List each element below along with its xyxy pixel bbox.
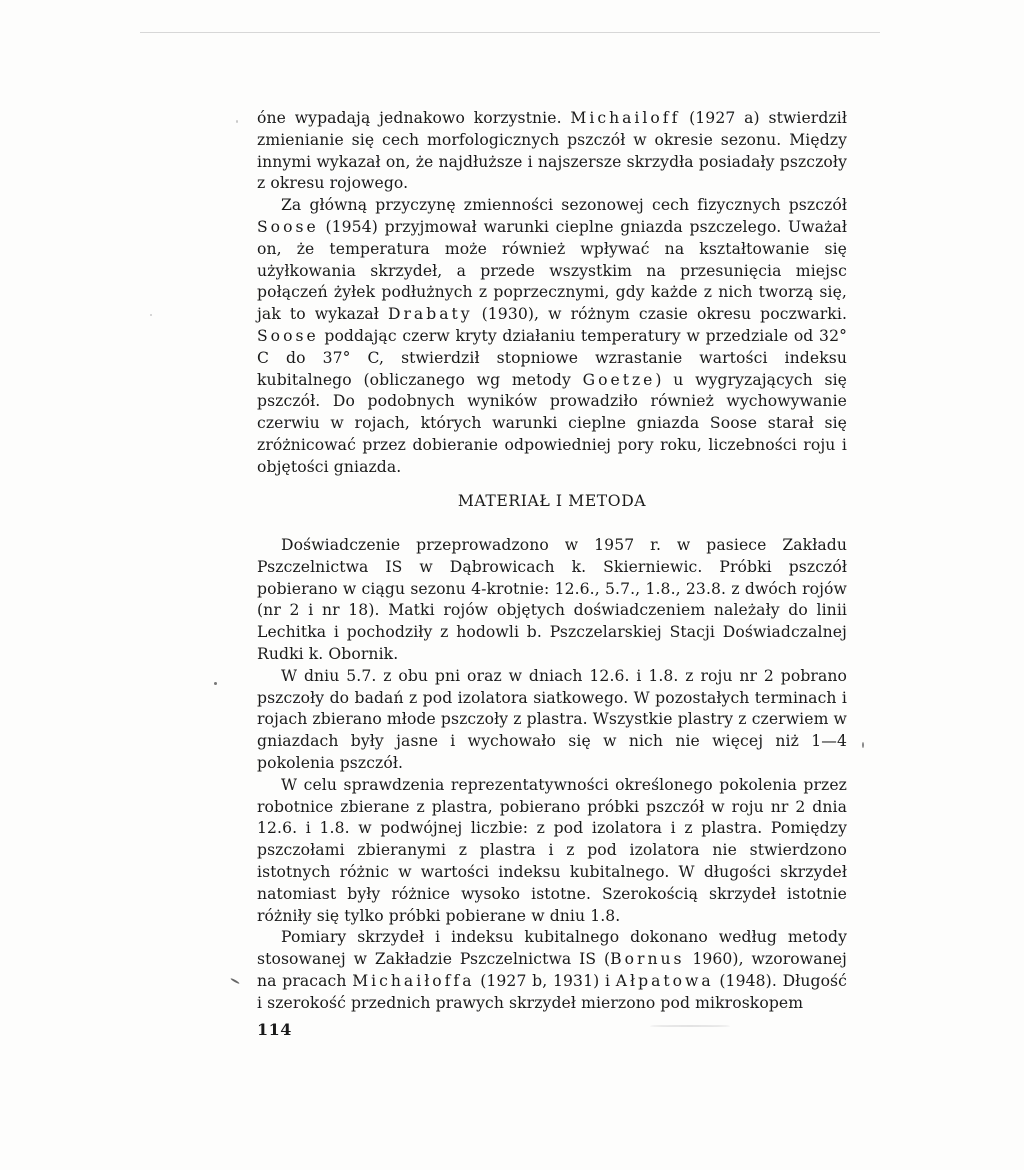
author-name: Goetze — [582, 370, 656, 389]
intro-paragraph-2 — [257, 195, 847, 478]
text-run: Pomiary skrzydeł i indeksu kubitalnego dokonano według metody stosowanej w Zakładzie Pszczelnictwa IS ( — [257, 928, 847, 969]
scan-speck — [236, 120, 238, 123]
scan-speck — [214, 682, 217, 685]
author-name: Ałpatowa — [615, 971, 714, 990]
author-name: Soose — [257, 326, 319, 345]
author-name: Michaiłoffa — [352, 971, 475, 990]
author-name: Drabaty — [387, 305, 473, 324]
text-run: (1927 a) stwierdził zmienianie się cech morfologicznych pszczół w okresie sezonu. Między innymi wykazał on, że najdłuższe i najszersze skrzydła posiadały pszczoły z okresu rojowego. — [257, 109, 847, 193]
text-run: (1954) przyjmował warunki cieplne gniazda pszczelego. Uważał on, że temperatura może również wpływać na kształtowanie się użyłkowania skrzydeł, a przede wszystkim na przesunięcia miejsc połączeń żyłek podłużnych z poprzecznymi, gdy każde z nich tworzą się, jak to wykazał — [257, 217, 847, 324]
scan-speck — [650, 1025, 730, 1027]
scan-speck — [150, 314, 152, 316]
author-name: Bornus — [610, 950, 685, 969]
text-run: óne wypadają jednakowo korzystnie. — [257, 109, 571, 127]
scan-speck — [230, 978, 240, 985]
page-number: 114 — [257, 1020, 292, 1039]
scan-speck — [862, 742, 864, 748]
text-run: Za główną przyczynę zmienności sezonowej cech fizycznych pszczół — [281, 196, 847, 215]
methods-paragraph-1: Doświadczenie przeprowadzono w 1957 r. w pasiece Zakładu Pszczelnictwa IS w Dąbrowicach k. Skierniewic. Próbki pszczół pobierano w ciągu sezonu 4-krotnie: 12.6., 5.7., 1.8., 23.8. z dwóch rojów (nr 2 i nr 18). Matki rojów objętych doświadczeniem należały do linii Lechitka i pochodziły z hodowli b. Pszczelarskiej Stacji Doświadczalnej Rudki k. Obornik. — [257, 536, 847, 663]
author-name: Soose — [257, 217, 319, 236]
text-run: poddając czerw kryty działaniu temperatury w przedziale od 32° C do 37° C, stwierdził stopniowe wzrastanie wartości indeksu kubitalnego (obliczanego wg metody — [257, 326, 847, 389]
author-name: Michailoff — [570, 109, 681, 127]
text-run: 1960), wzorowanej na pracach — [257, 950, 847, 990]
text-run: (1927 b, 1931) i — [474, 971, 616, 990]
section-heading: MATERIAŁ I METODA — [457, 492, 647, 510]
methods-paragraph-3: W celu sprawdzenia reprezentatywności określonego pokolenia przez robotnice zbierane z plastra, pobierano próbki pszczół w roju nr 2 dnia 12.6. i 1.8. w podwójnej liczbie: z pod izolatora i z plastra. Pomiędzy pszczołami zbieranymi z plastra i z pod izolatora nie stwierdzono istotnych różnic w wartości indeksu kubitalnego. W długości skrzydeł natomiast były różnice wysoko istotne. Szerokością skrzydeł istotnie różniły się tylko próbki pobierane w dniu 1.8. — [257, 775, 847, 925]
methods-text — [257, 535, 847, 1015]
intro-paragraph-1 — [257, 108, 847, 195]
text-run: ) u wygryzających się pszczół. Do podobnych wyników prowadziło również wychowywanie czerwiu w rojach, których warunki cieplne gniazda Soose starał się zróżnicować przez dobieranie odpowiedniej pory roku, liczebności roju i objętości gniazda. — [257, 370, 847, 476]
text-run: (1948). Długość i szerokość przednich prawych skrzydeł mierzono pod mikroskopem — [257, 971, 847, 1012]
methods-paragraph-4 — [257, 927, 847, 1014]
intro-text — [257, 108, 847, 479]
methods-paragraph-2: W dniu 5.7. z obu pni oraz w dniach 12.6. i 1.8. z roju nr 2 pobrano pszczoły do badań z pod izolatora siatkowego. W pozostałych terminach i rojach zbierano młode pszczoły z plastra. Wszystkie plastry z czerwiem w gniazdach były jasne i wychowało się w nich nie więcej niż 1—4 pokolenia pszczół. — [257, 666, 847, 772]
top-edge-rule — [140, 32, 880, 33]
text-run: (1930), w różnym czasie okresu poczwarki. — [472, 305, 847, 324]
